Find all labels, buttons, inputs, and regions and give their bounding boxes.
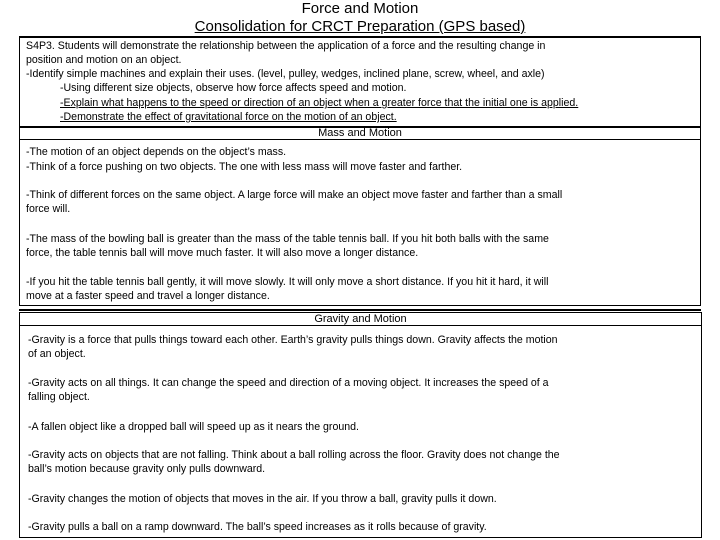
standard-sub-3: -Demonstrate the effect of gravitational force on the motion of an object. <box>60 111 397 123</box>
mass-section-heading: Mass and Motion <box>19 126 701 140</box>
gravity-item-5: -Gravity changes the motion of objects that moves in the air. If you throw a ball, gravity pulls it down. <box>28 493 497 505</box>
gravity-item-4: -Gravity acts on objects that are not falling. Think about a ball rolling across the floor. Gravity does not change the ball’s motion because gravity only pulls downward. <box>28 449 560 475</box>
subtitle-text: Consolidation for CRCT Preparation (GPS based) <box>194 18 526 35</box>
mass-item-1: -The motion of an object depends on the object’s mass. <box>26 146 287 158</box>
standard-identify: -Identify simple machines and explain their uses. (level, pulley, wedges, inclined plane, screw, wheel, and axle) <box>26 68 545 80</box>
mass-item-2: -Think of a force pushing on two objects. The one with less mass will move faster and farther. <box>26 161 463 173</box>
page-title: Force and Motion <box>301 0 419 17</box>
section-divider <box>19 309 701 311</box>
standard-sub-1-text: -Using different size objects, observe how force affects speed and motion. <box>60 82 407 94</box>
standard-sub-2: -Explain what happens to the speed or direction of an object when a greater force that the initial one is applied. <box>60 97 579 109</box>
gravity-item-2: -Gravity acts on all things. It can change the speed and direction of a moving object. It increases the speed of a falling object. <box>28 377 549 403</box>
gravity-section-heading: Gravity and Motion <box>19 312 702 326</box>
standard-intro: S4P3. Students will demonstrate the relationship between the application of a force and the resulting change in position and motion on an object. <box>26 40 546 66</box>
mass-item-3: -Think of different forces on the same object. A large force will make an object move faster and farther than a small force will. <box>26 189 563 215</box>
gravity-item-1: -Gravity is a force that pulls things toward each other. Earth’s gravity pulls things down. Gravity affects the motion of an object. <box>28 334 558 360</box>
gravity-item-6: -Gravity pulls a ball on a ramp downward. The ball’s speed increases as it rolls because of gravity. <box>28 521 487 533</box>
page-subtitle <box>0 18 720 35</box>
gravity-item-3: -A fallen object like a dropped ball will speed up as it nears the ground. <box>28 421 359 433</box>
standard-sub-1 <box>60 81 700 95</box>
mass-item-4: -The mass of the bowling ball is greater than the mass of the table tennis ball. If you hit both balls with the same force, the table tennis ball will move much faster. It will also move a longer distance. <box>26 233 549 259</box>
mass-item-5: -If you hit the table tennis ball gently, it will move slowly. It will only move a short distance. If you hit it hard, it will move at a faster speed and travel a longer distance. <box>26 276 549 302</box>
